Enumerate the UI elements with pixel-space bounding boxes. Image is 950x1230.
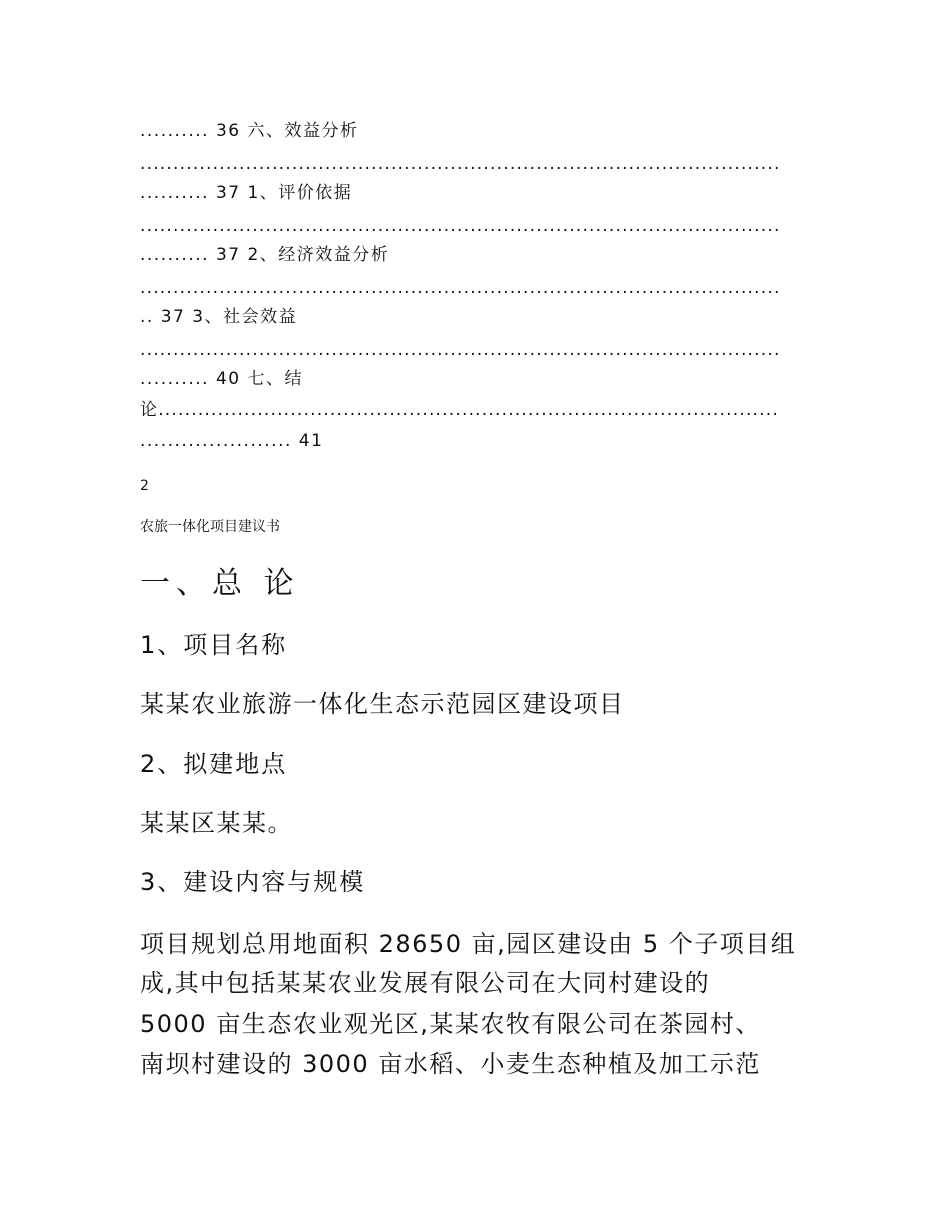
toc-leader-dots: .................................................................................................: [140, 340, 781, 360]
page-number: 2: [140, 478, 149, 494]
section-heading-project-name: 1、项目名称: [140, 631, 288, 659]
toc-entry-benefit-analysis: .......... 36 六、效益分析: [140, 121, 359, 141]
section-heading-scope: 3、建设内容与规模: [140, 868, 366, 896]
toc-entry-economic-analysis: .......... 37 2、经济效益分析: [140, 245, 390, 265]
scope-paragraph-line: 南坝村建设的 3000 亩水稻、小麦生态种植及加工示范: [140, 1050, 761, 1078]
scope-paragraph-line: 成,其中包括某某农业发展有限公司在大同村建设的: [140, 969, 711, 997]
toc-entry-social-benefit: .. 37 3、社会效益: [140, 307, 298, 327]
location-text: 某某区某某。: [140, 809, 293, 837]
toc-entry-evaluation-basis: .......... 37 1、评价依据: [140, 183, 353, 203]
scope-paragraph-line: 5000 亩生态农业观光区,某某农牧有限公司在茶园村、: [140, 1010, 761, 1038]
chapter-title: 一、总 论: [140, 566, 300, 601]
toc-entry-conclusion-cont: 论..............................................................................................: [140, 400, 779, 420]
scope-paragraph-line: 项目规划总用地面积 28650 亩,园区建设由 5 个子项目组: [140, 930, 797, 958]
toc-leader-dots: .................................................................................................: [140, 216, 781, 236]
toc-leader-dots: .................................................................................................: [140, 278, 781, 298]
toc-leader-dots: .................................................................................................: [140, 154, 781, 174]
running-header: 农旅一体化项目建议书: [140, 519, 280, 535]
toc-entry-conclusion-page: ...................... 41: [140, 431, 324, 451]
section-heading-location: 2、拟建地点: [140, 750, 288, 778]
toc-entry-conclusion: .......... 40 七、结: [140, 369, 303, 389]
project-name-text: 某某农业旅游一体化生态示范园区建设项目: [140, 690, 625, 718]
